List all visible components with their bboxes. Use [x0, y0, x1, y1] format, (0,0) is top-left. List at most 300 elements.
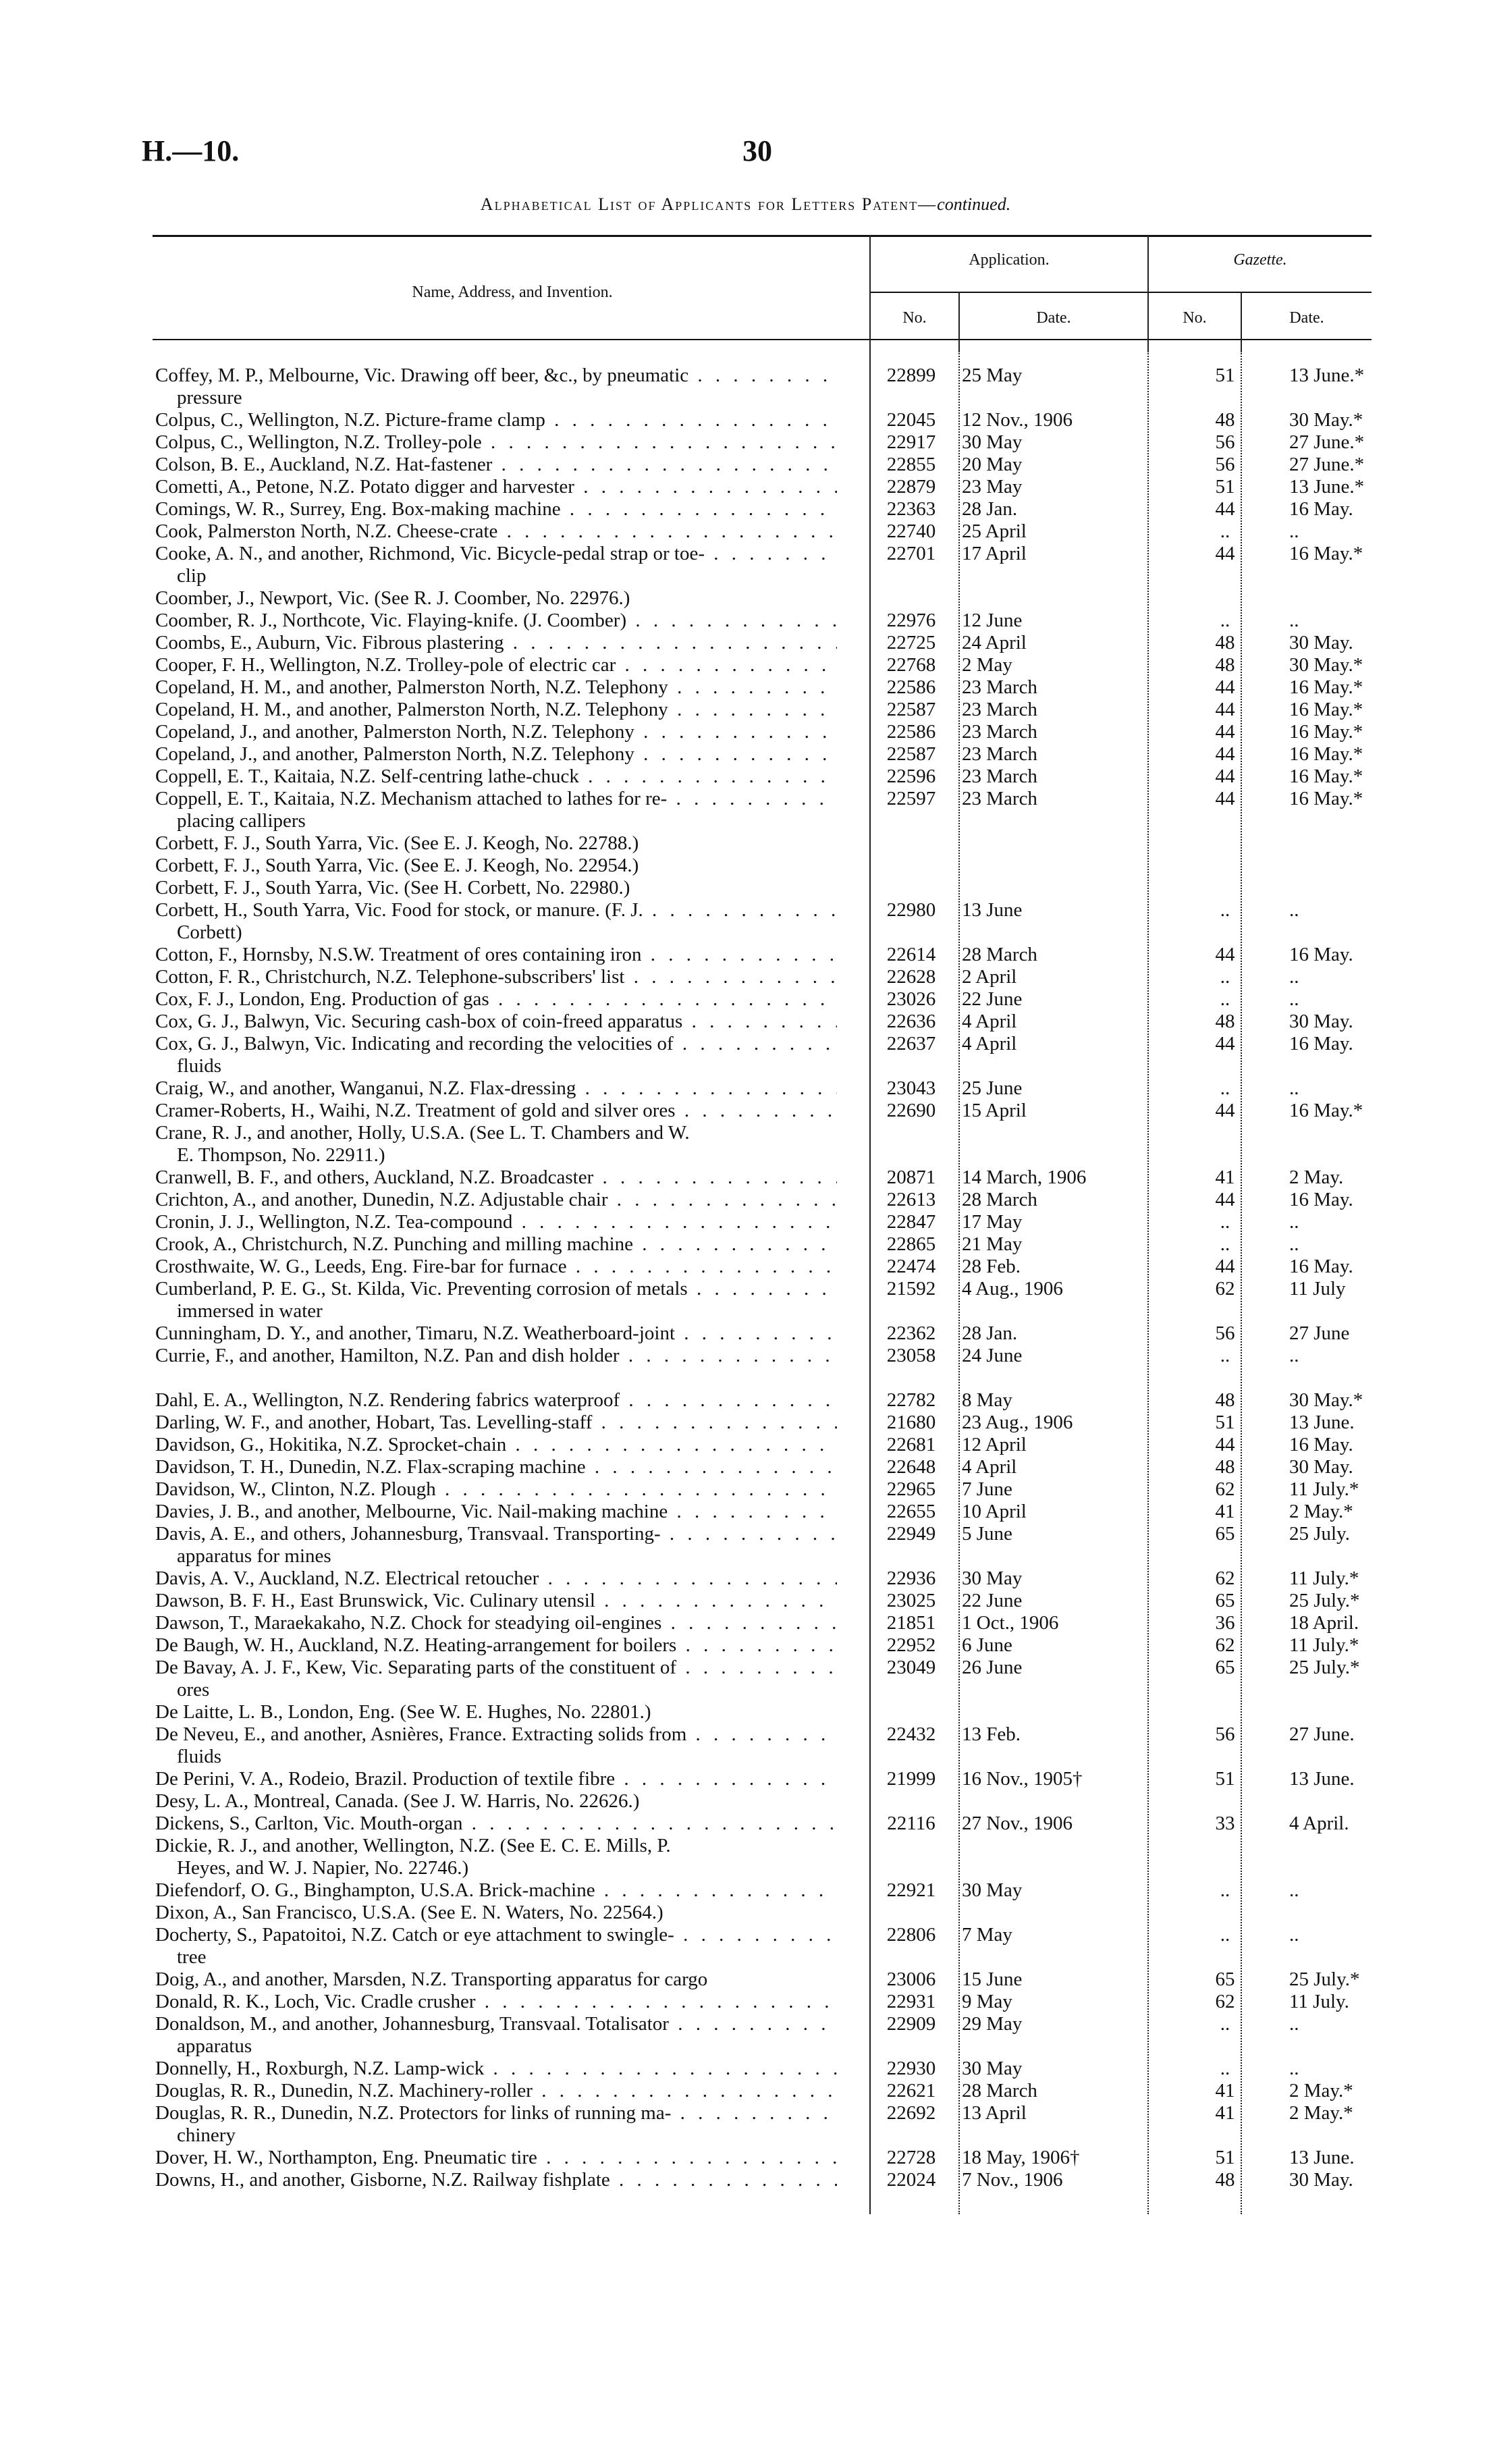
applicant-text: Comings, W. R., Surrey, Eng. Box-making machine . . . — [155, 498, 837, 520]
applicant-entry — [155, 1389, 837, 1412]
application-number: 21592 — [886, 1278, 936, 1300]
application-date: 12 June — [962, 610, 1023, 631]
gazette-number: 41 — [1215, 1167, 1235, 1188]
gazette-date: .. — [1289, 520, 1299, 542]
applicant-entry — [155, 1523, 837, 1568]
gazette-number: 44 — [1215, 1189, 1235, 1210]
gazette-number: 41 — [1215, 2102, 1235, 2124]
application-date: 30 May — [962, 2058, 1023, 2079]
applicant-entry — [155, 1412, 837, 1434]
table-row — [155, 1478, 1370, 1501]
gazette-number: 65 — [1215, 1968, 1235, 1990]
application-date: 15 April — [962, 1100, 1027, 1121]
applicant-text: Cunningham, D. Y., and another, Timaru, N.Z. Weatherboard-joint . . . — [155, 1322, 837, 1345]
applicant-entry — [155, 498, 837, 520]
table-row — [155, 365, 1370, 409]
application-number: 22432 — [886, 1723, 936, 1745]
application-number: 22596 — [886, 766, 936, 787]
applicant-text: Cotton, F. R., Christchurch, N.Z. Telephone-subscribers' list . . . — [155, 966, 837, 988]
applicant-text: Colson, B. E., Auckland, N.Z. Hat-fastener . . . — [155, 454, 837, 476]
gazette-date: 30 May. — [1289, 1456, 1353, 1478]
application-date: 10 April — [962, 1501, 1027, 1522]
applicant-text: Cox, F. J., London, Eng. Production of gas . . . — [155, 988, 837, 1011]
gazette-date: 25 July.* — [1289, 1657, 1360, 1678]
applicant-text: Donaldson, M., and another, Johannesburg, Transvaal. Totalisator . . . — [155, 2013, 837, 2035]
applicant-entry — [155, 1345, 837, 1367]
applicant-entry — [155, 1612, 837, 1634]
application-number: 22931 — [886, 1991, 936, 2012]
applicant-text: De Perini, V. A., Rodeio, Brazil. Production of textile fibre . . . — [155, 1768, 837, 1790]
table-row — [155, 877, 1370, 899]
applicant-text: Copeland, H. M., and another, Palmerston North, N.Z. Telephony . . . — [155, 699, 837, 721]
application-date: 23 March — [962, 766, 1037, 787]
gazette-date: .. — [1289, 2013, 1299, 2035]
gazette-date: 25 July.* — [1289, 1590, 1360, 1611]
gazette-date: 16 May.* — [1289, 721, 1363, 743]
applicant-text-continued: E. Thompson, No. 22911.) — [177, 1144, 385, 1166]
table-row — [155, 1568, 1370, 1590]
applicant-text: Coppell, E. T., Kaitaia, N.Z. Self-centring lathe-chuck . . . — [155, 766, 837, 788]
table-row — [155, 743, 1370, 766]
gazette-number: 44 — [1215, 944, 1235, 965]
gazette-number: 51 — [1215, 476, 1235, 498]
applicant-text: Downs, H., and another, Gisborne, N.Z. Railway fishplate . . . — [155, 2169, 837, 2191]
gazette-number: 44 — [1215, 1033, 1235, 1054]
applicant-text: Douglas, R. R., Dunedin, N.Z. Protectors for links of running ma- . . . — [155, 2102, 837, 2124]
gazette-date: 27 June.* — [1289, 431, 1365, 453]
application-number: 23049 — [886, 1657, 936, 1678]
applicant-text: Cooper, F. H., Wellington, N.Z. Trolley-pole of electric car . . . — [155, 654, 837, 676]
application-date: 23 Aug., 1906 — [962, 1412, 1073, 1433]
gazette-date: 11 July.* — [1289, 1634, 1359, 1656]
gazette-number: .. — [1220, 1211, 1230, 1233]
application-number: 22952 — [886, 1634, 936, 1656]
table-row — [155, 1924, 1370, 1968]
gazette-number: 48 — [1215, 409, 1235, 431]
applicant-entry — [155, 1122, 837, 1167]
applicant-text: Corbett, H., South Yarra, Vic. Food for stock, or manure. (F. J. . . . — [155, 899, 837, 921]
application-number: 22648 — [886, 1456, 936, 1478]
applicant-entry — [155, 1879, 837, 1902]
gazette-number: 56 — [1215, 454, 1235, 475]
application-number: 22921 — [886, 1879, 936, 1901]
table-row — [155, 788, 1370, 832]
applicant-entry — [155, 877, 837, 899]
gazette-number: 51 — [1215, 2147, 1235, 2168]
applicant-text: De Bavay, A. J. F., Kew, Vic. Separating parts of the constituent of . . . — [155, 1657, 837, 1679]
page-number: 30 — [742, 134, 772, 167]
application-number: 22587 — [886, 699, 936, 720]
gazette-date: .. — [1289, 1077, 1299, 1099]
gazette-number: .. — [1220, 520, 1230, 542]
gazette-date: .. — [1289, 988, 1299, 1010]
gazette-number: 56 — [1215, 1322, 1235, 1344]
gazette-number: 62 — [1215, 1278, 1235, 1300]
applicant-text: Davis, A. E., and others, Johannesburg, Transvaal. Transporting- . . . — [155, 1523, 837, 1545]
gazette-date: 16 May. — [1289, 1256, 1353, 1277]
applicant-text: Colpus, C., Wellington, N.Z. Picture-frame clamp . . . — [155, 409, 837, 431]
applicant-text: Corbett, F. J., South Yarra, Vic. (See E. J. Keogh, No. 22788.) — [155, 832, 639, 854]
gazette-date: 11 July — [1289, 1278, 1346, 1300]
application-date: 24 April — [962, 632, 1027, 653]
application-number: 22701 — [886, 543, 936, 564]
applicant-text: Davies, J. B., and another, Melbourne, Vic. Nail-making machine . . . — [155, 1501, 837, 1523]
application-number: 22045 — [886, 409, 936, 431]
applicant-text: Coomber, J., Newport, Vic. (See R. J. Coomber, No. 22976.) — [155, 587, 630, 609]
gazette-number: .. — [1220, 899, 1230, 921]
applicant-entry — [155, 1501, 837, 1523]
table-row — [155, 1434, 1370, 1456]
applicant-entry — [155, 1813, 837, 1835]
document-code: H.—10. — [142, 134, 240, 167]
application-date: 25 April — [962, 520, 1027, 542]
table-row — [155, 1033, 1370, 1077]
applicant-text-continued: clip — [177, 565, 207, 587]
application-date: 17 April — [962, 543, 1027, 564]
table-row — [155, 498, 1370, 520]
gazette-number: 36 — [1215, 1612, 1235, 1634]
gazette-number: 44 — [1215, 699, 1235, 720]
table-row — [155, 1768, 1370, 1790]
applicant-entry — [155, 587, 837, 610]
table-row — [155, 1167, 1370, 1189]
application-date: 1 Oct., 1906 — [962, 1612, 1059, 1634]
applicant-text: Davis, A. V., Auckland, N.Z. Electrical retoucher . . . — [155, 1568, 837, 1590]
applicant-entry — [155, 520, 837, 543]
applicant-text: Copeland, H. M., and another, Palmerston North, N.Z. Telephony . . . — [155, 676, 837, 699]
applicant-entry — [155, 1768, 837, 1790]
gazette-number: 44 — [1215, 498, 1235, 520]
applicant-entry — [155, 476, 837, 498]
table-row — [155, 1456, 1370, 1478]
applicant-text-continued: Heyes, and W. J. Napier, No. 22746.) — [177, 1857, 469, 1879]
application-date: 2 April — [962, 966, 1017, 988]
table-row — [155, 543, 1370, 587]
table-row — [155, 988, 1370, 1011]
gazette-date: 25 July. — [1289, 1523, 1350, 1545]
table-row — [155, 2169, 1370, 2191]
applicant-entry — [155, 1278, 837, 1322]
table-row — [155, 654, 1370, 676]
caption-suffix: continued. — [937, 194, 1011, 214]
application-date: 7 Nov., 1906 — [962, 2169, 1063, 2191]
gazette-date: 27 June — [1289, 1322, 1350, 1344]
gazette-date: 13 June. — [1289, 1768, 1355, 1790]
applicant-entry — [155, 1568, 837, 1590]
gazette-date: 27 June.* — [1289, 454, 1365, 475]
application-number: 23043 — [886, 1077, 936, 1099]
gazette-date: 11 July. — [1289, 1991, 1349, 2012]
applicant-entry — [155, 1924, 837, 1968]
applicant-text: Corbett, F. J., South Yarra, Vic. (See E. J. Keogh, No. 22954.) — [155, 855, 639, 876]
application-number: 22362 — [886, 1322, 936, 1344]
applicant-entry — [155, 966, 837, 988]
table-row — [155, 1345, 1370, 1367]
application-number: 23025 — [886, 1590, 936, 1611]
applicant-text: De Baugh, W. H., Auckland, N.Z. Heating-arrangement for boilers . . . — [155, 1634, 837, 1657]
applicant-entry — [155, 721, 837, 743]
application-date: 4 Aug., 1906 — [962, 1278, 1063, 1300]
application-number: 22597 — [886, 788, 936, 809]
applicant-text-continued: pressure — [177, 387, 242, 408]
applicant-text: De Laitte, L. B., London, Eng. (See W. E. Hughes, No. 22801.) — [155, 1701, 651, 1723]
application-date: 7 May — [962, 1924, 1012, 1946]
applicant-entry — [155, 1701, 837, 1723]
table-row — [155, 2102, 1370, 2147]
applicant-entry — [155, 855, 837, 877]
gazette-number: 33 — [1215, 1813, 1235, 1834]
gazette-number: 56 — [1215, 1723, 1235, 1745]
application-number: 22980 — [886, 899, 936, 921]
table-row — [155, 632, 1370, 654]
gazette-date: 4 April. — [1289, 1813, 1349, 1834]
app-no-header: No. — [902, 309, 927, 327]
application-date: 23 March — [962, 721, 1037, 743]
applicant-entry — [155, 610, 837, 632]
application-date: 17 May — [962, 1211, 1023, 1233]
gazette-date: 2 May. — [1289, 1167, 1344, 1188]
applicant-text: Cometti, A., Petone, N.Z. Potato digger and harvester . . . — [155, 476, 837, 498]
gazette-date: 13 June. — [1289, 1412, 1355, 1433]
application-date: 4 April — [962, 1033, 1017, 1054]
applicant-entry — [155, 1835, 837, 1879]
application-date: 20 May — [962, 454, 1023, 475]
applicant-entry — [155, 1991, 837, 2013]
application-number: 21851 — [886, 1612, 936, 1634]
application-date: 12 Nov., 1906 — [962, 409, 1073, 431]
table-row — [155, 1412, 1370, 1434]
gazette-number: .. — [1220, 966, 1230, 988]
gazette-number: 51 — [1215, 365, 1235, 386]
gazette-number: 48 — [1215, 1011, 1235, 1032]
gazette-date: 16 May. — [1289, 1033, 1353, 1054]
table-row — [155, 1278, 1370, 1322]
applicant-entry — [155, 743, 837, 766]
applicant-text-continued: fluids — [177, 1746, 222, 1767]
gazette-number: .. — [1220, 1345, 1230, 1366]
gazette-date: 13 June.* — [1289, 476, 1365, 498]
subheader-rule — [871, 292, 1372, 293]
applicant-text: Darling, W. F., and another, Hobart, Tas. Levelling-staff . . . — [155, 1412, 837, 1434]
app-date-header: Date. — [1036, 309, 1071, 327]
gazette-number: 44 — [1215, 676, 1235, 698]
gazette-date: .. — [1289, 899, 1299, 921]
table-row — [155, 1879, 1370, 1902]
applicant-entry — [155, 1723, 837, 1768]
table-row — [155, 1902, 1370, 1924]
application-date: 4 April — [962, 1011, 1017, 1032]
application-number: 22690 — [886, 1100, 936, 1121]
applicant-entry — [155, 1077, 837, 1100]
table-row — [155, 676, 1370, 699]
application-number: 22637 — [886, 1033, 936, 1054]
application-date: 23 March — [962, 788, 1037, 809]
gazette-number: 44 — [1215, 766, 1235, 787]
gazette-number: .. — [1220, 1924, 1230, 1946]
applicant-entry — [155, 766, 837, 788]
gazette-date: 25 July.* — [1289, 1968, 1360, 1990]
table-row — [155, 2013, 1370, 2058]
gazette-date: 2 May.* — [1289, 2080, 1353, 2101]
applicant-text: Cramer-Roberts, H., Waihi, N.Z. Treatment of gold and silver ores . . . — [155, 1100, 837, 1122]
application-date: 28 Feb. — [962, 1256, 1021, 1277]
application-number: 23006 — [886, 1968, 936, 1990]
applicant-text: Coppell, E. T., Kaitaia, N.Z. Mechanism attached to lathes for re- . . . — [155, 788, 837, 810]
table-row — [155, 476, 1370, 498]
applicant-text: Cox, G. J., Balwyn, Vic. Securing cash-box of coin-freed apparatus . . . — [155, 1011, 837, 1033]
gazette-number: 44 — [1215, 1100, 1235, 1121]
application-number: 22855 — [886, 454, 936, 475]
gazette-number: 62 — [1215, 1478, 1235, 1500]
applicant-text: Davidson, G., Hokitika, N.Z. Sprocket-chain . . . — [155, 1434, 837, 1456]
application-number: 22740 — [886, 520, 936, 542]
gazette-number: 48 — [1215, 2169, 1235, 2191]
gazette-date: .. — [1289, 966, 1299, 988]
table-row — [155, 2080, 1370, 2102]
applicant-entry — [155, 1790, 837, 1813]
applicant-entry — [155, 2169, 837, 2191]
application-date: 23 May — [962, 476, 1023, 498]
gazette-date-header: Date. — [1289, 309, 1324, 327]
table-row — [155, 966, 1370, 988]
application-number: 21999 — [886, 1768, 936, 1790]
application-number: 22899 — [886, 365, 936, 386]
applicant-text: Cronin, J. J., Wellington, N.Z. Tea-compound . . . — [155, 1211, 837, 1233]
application-number: 22936 — [886, 1568, 936, 1589]
applicant-entry — [155, 676, 837, 699]
table-row — [155, 1701, 1370, 1723]
gazette-date: 2 May.* — [1289, 2102, 1353, 2124]
table-row — [155, 899, 1370, 944]
gazette-date: 16 May.* — [1289, 676, 1363, 698]
gazette-number: 62 — [1215, 1991, 1235, 2012]
applicant-entry — [155, 365, 837, 409]
applicant-entry — [155, 1033, 837, 1077]
gazette-date: 30 May. — [1289, 632, 1353, 653]
table-row — [155, 1723, 1370, 1768]
applicant-entry — [155, 454, 837, 476]
application-number: 22614 — [886, 944, 936, 965]
gazette-date: 11 July.* — [1289, 1568, 1359, 1589]
applicant-text: Cox, G. J., Balwyn, Vic. Indicating and recording the velocities of . . . — [155, 1033, 837, 1055]
applicant-entry — [155, 2013, 837, 2058]
application-header: Application. — [969, 251, 1050, 269]
gazette-date: 27 June. — [1289, 1723, 1355, 1745]
application-date: 13 April — [962, 2102, 1027, 2124]
application-date: 12 April — [962, 1434, 1027, 1455]
application-number: 22930 — [886, 2058, 936, 2079]
applicant-entry — [155, 1256, 837, 1278]
gazette-number: 41 — [1215, 1501, 1235, 1522]
application-date: 23 March — [962, 699, 1037, 720]
application-number: 22586 — [886, 676, 936, 698]
applicant-entry — [155, 1100, 837, 1122]
applicant-text-continued: immersed in water — [177, 1300, 323, 1322]
gazette-number: .. — [1220, 2013, 1230, 2035]
caption-main: Alphabetical List of Applicants for Letters Patent— — [480, 194, 938, 214]
applicant-entry — [155, 543, 837, 587]
application-date: 23 March — [962, 743, 1037, 765]
gazette-date: 30 May.* — [1289, 654, 1363, 676]
table-row — [155, 520, 1370, 543]
application-number: 22879 — [886, 476, 936, 498]
applicant-entry — [155, 699, 837, 721]
application-number: 22865 — [886, 1233, 936, 1255]
application-date: 29 May — [962, 2013, 1023, 2035]
table-row — [155, 409, 1370, 431]
applicant-text: Crosthwaite, W. G., Leeds, Eng. Fire-bar for furnace . . . — [155, 1256, 837, 1278]
applicant-text-continued: apparatus — [177, 2035, 252, 2057]
applicant-text-continued: tree — [177, 1946, 207, 1968]
gazette-date: 16 May. — [1289, 944, 1353, 965]
gazette-number: .. — [1220, 1233, 1230, 1255]
gazette-date: 30 May.* — [1289, 409, 1363, 431]
gazette-number: 51 — [1215, 1412, 1235, 1433]
gazette-header: Gazette. — [1233, 251, 1287, 269]
application-date: 28 Jan. — [962, 1322, 1018, 1344]
gazette-date: 16 May. — [1289, 1434, 1353, 1455]
table-row — [155, 1968, 1370, 1991]
application-number: 21680 — [886, 1412, 936, 1433]
table-top-rule — [153, 235, 1372, 237]
application-number: 22728 — [886, 2147, 936, 2168]
table-row — [155, 1813, 1370, 1835]
table-caption — [0, 194, 1491, 215]
application-number: 22917 — [886, 431, 936, 453]
gazette-date: 16 May.* — [1289, 743, 1363, 765]
table-row — [155, 1211, 1370, 1233]
table-row — [155, 766, 1370, 788]
application-number: 22655 — [886, 1501, 936, 1522]
gazette-date: .. — [1289, 1924, 1299, 1946]
application-date: 30 May — [962, 1568, 1023, 1589]
applicant-text: Crook, A., Christchurch, N.Z. Punching and milling machine . . . — [155, 1233, 837, 1256]
gazette-number: 56 — [1215, 431, 1235, 453]
gazette-date: 16 May. — [1289, 498, 1353, 520]
table-row — [155, 1233, 1370, 1256]
gazette-number: 48 — [1215, 632, 1235, 653]
application-date: 30 May — [962, 431, 1023, 453]
applicant-entry — [155, 2147, 837, 2169]
table-row — [155, 1835, 1370, 1879]
gazette-number: 65 — [1215, 1523, 1235, 1545]
application-date: 24 June — [962, 1345, 1023, 1366]
gazette-number: 51 — [1215, 1768, 1235, 1790]
applicant-text: Coombs, E., Auburn, Vic. Fibrous plastering . . . — [155, 632, 837, 654]
applicant-entry — [155, 2102, 837, 2147]
table-row — [155, 1011, 1370, 1033]
table-row — [155, 832, 1370, 855]
application-date: 9 May — [962, 1991, 1012, 2012]
applicant-text: Donnelly, H., Roxburgh, N.Z. Lamp-wick . . . — [155, 2058, 837, 2080]
gazette-number: 62 — [1215, 1634, 1235, 1656]
application-date: 23 March — [962, 676, 1037, 698]
application-date: 25 June — [962, 1077, 1023, 1099]
gazette-date: 16 May.* — [1289, 766, 1363, 787]
application-number: 22909 — [886, 2013, 936, 2035]
application-date: 21 May — [962, 1233, 1023, 1255]
applicant-text: Cook, Palmerston North, N.Z. Cheese-crate . . . — [155, 520, 837, 543]
gazette-number: 44 — [1215, 743, 1235, 765]
application-date: 6 June — [962, 1634, 1012, 1656]
application-number: 22613 — [886, 1189, 936, 1210]
applicant-text: Colpus, C., Wellington, N.Z. Trolley-pole . . . — [155, 431, 837, 454]
applicant-text: Dixon, A., San Francisco, U.S.A. (See E. N. Waters, No. 22564.) — [155, 1902, 663, 1923]
gazette-number: .. — [1220, 988, 1230, 1010]
applicant-entry — [155, 788, 837, 832]
applicant-text: Dahl, E. A., Wellington, N.Z. Rendering fabrics waterproof . . . — [155, 1389, 837, 1412]
table-row — [155, 1122, 1370, 1167]
